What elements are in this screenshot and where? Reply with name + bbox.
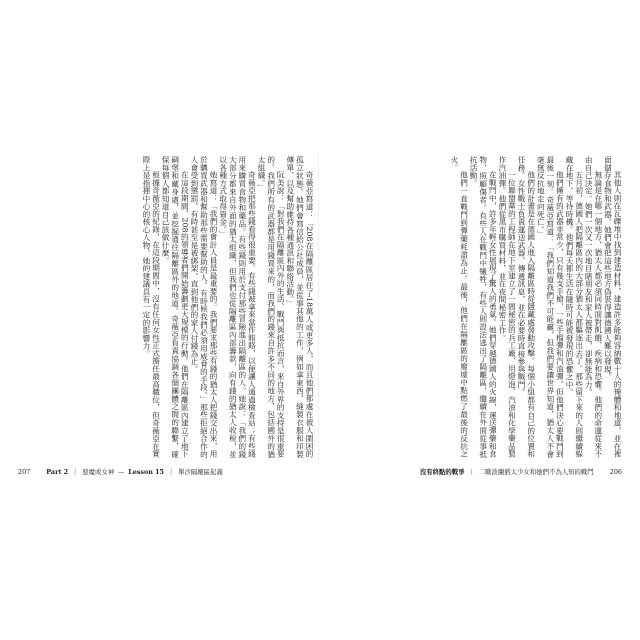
part-label: Part 2 (46, 468, 69, 476)
book-spread (18, 156, 622, 482)
lesson-label: Lesson 15 (128, 468, 164, 476)
paragraph: 五月初，德國人把隔離區內的大部分猶太人都驅逐出去了。那些留下來的人則繼續躲藏在地下，等待時機。他們每天都生活在隨時可能被發現的恐懼之中。 (565, 156, 584, 458)
left-page-body-text (18, 156, 314, 458)
paragraph: 在這段期間，208的領導者們開始籌劃更大規模的行動。他們在隔離區內建立了地下碉堡和藏身處，並挖掘通往隔離區外的地道。奇薇亞負責協調各個團體之間的聯繫，確保每個人都知道自己該做什麼。 (161, 156, 190, 458)
right-page-body-text (326, 156, 622, 458)
left-page-footer: 207 Part 2 ｜ 惡魔或女神 — Lesson 15 ｜ 單沙隔離區起義 (18, 468, 223, 476)
paragraph: 在戰鬥中，許多年輕女性展現了驚人的勇氣。她們穿越德國人的火線，運送彈藥和食物，照顧傷者。有些人在戰鬥中犧牲，有些人則設法逃出了隔離區，繼續在外面從事抵抗活動。 (469, 156, 498, 458)
book-title: 沒有終點的戰爭 (419, 468, 465, 476)
paragraph: 無論是在哪一個地方，猶太人都必須同時面對飢餓、疾病和恐懼。他們的命運從來不由自己決定。她們一次又一次地目睹朋友和家人被帶走，卻無能為力。 (584, 156, 603, 458)
part-title: 惡魔或女神 (82, 468, 115, 476)
paragraph: 他們一直戰鬥到彈藥耗盡為止。最後，他們在隔離區的廢墟中點燃了最後的反抗之火。 (449, 156, 469, 458)
book-gutter (318, 152, 319, 464)
paragraph: 她寫道：「我們的會計人員是最重要的。我們要求那些有錢的猶太人把錢交出來，用於購買武器和幫助那些需要幫助的人。有時候我們必須用威脅的手段。」那些拒絕合作的人會受到懲罰，有時甚至是被綁架，直到他們的家人付錢為止。 (189, 156, 219, 458)
right-page (326, 156, 622, 458)
paragraph: 奇薇亞寫道：「208在隔離區居住了18萬人或更多人，而且他們都處在被人圍困的孤立狀態。她們會寫信給公社成員，並從事其他的工作，例如拿東西、縫製衣服和印製傳單，以及幫助維持各種通訊和聯絡活動。」 (285, 156, 314, 458)
right-page-number: 206 (609, 468, 622, 476)
paragraph: 一位聯盟黨的工程師在地下室建立了一間秘密的兵工廠，用燈泡、汽油和化學藥品製作汽油彈。他們從黑市購買材料，並在夜間秘密工作。 (497, 156, 517, 458)
paragraph: 奇薇亞把那些錢看得很重要。有些錢被拿來當作賄賂，以便讓人通過檢查站；有些錢用來購買食物和藥品。有些錢則用於支付那些冒險進出隔離區的人。她說：「我們的錢大部分都來自外面的猶太組織，但我們也從隔離區內部籌款，向有錢的猶太人收稅，並以各種方式取得資金。」 (218, 156, 257, 458)
paragraph: 他們的計畫是在德國人進入隔離區時從隱藏處發動攻擊。每個小組都有自己的位置和任務。女性戰士負責運送武器、傳遞訊息，並在必要時直接參與戰鬥。 (517, 156, 536, 458)
book-subtitle: 二戰波蘭猶太少女和她們不為人知的戰鬥 (478, 468, 594, 476)
paragraph: 根據奇薇亞的紀錄，在這段期間中，沒有任何女性正式擔任最高職位，但奇薇亞在實際上是指揮中心的核心人物，她的建議具有一定的影響力。 (141, 156, 161, 458)
paragraph: 其他人則在瓦礫堆中找到建造材料，建造許多能夠容納數十人的掩體和地道，並在裡面儲存食物和武器。她們會把這些地方偽裝得讓德國人難以發現。 (603, 156, 622, 458)
paragraph: 阮美說：「對我們在隔離區內外的生活、戰鬥與抵抗而言，來自外界的支持是很重要的。我們所有的武器都是用錢買來的，而我們的錢來自許多不同的地方，包括國外的猶太組織。」 (257, 156, 286, 458)
left-page (18, 156, 314, 458)
left-page-number: 207 (18, 468, 31, 476)
right-page-footer: 沒有終點的戰爭 ｜ 二戰波蘭猶太少女和她們不為人知的戰鬥 206 (419, 468, 622, 476)
lesson-title: 單沙隔離區起義 (178, 468, 223, 476)
paragraph: 他們擁有的武器非常少，只有幾支手槍、一些手榴彈和汽油彈。但他們決心要戰鬥到最後一刻。奇薇亞寫道：「我們知道我們不可能贏，但我們要讓世界知道，猶太人不會毫無反抗地走向死亡。」 (536, 156, 565, 458)
